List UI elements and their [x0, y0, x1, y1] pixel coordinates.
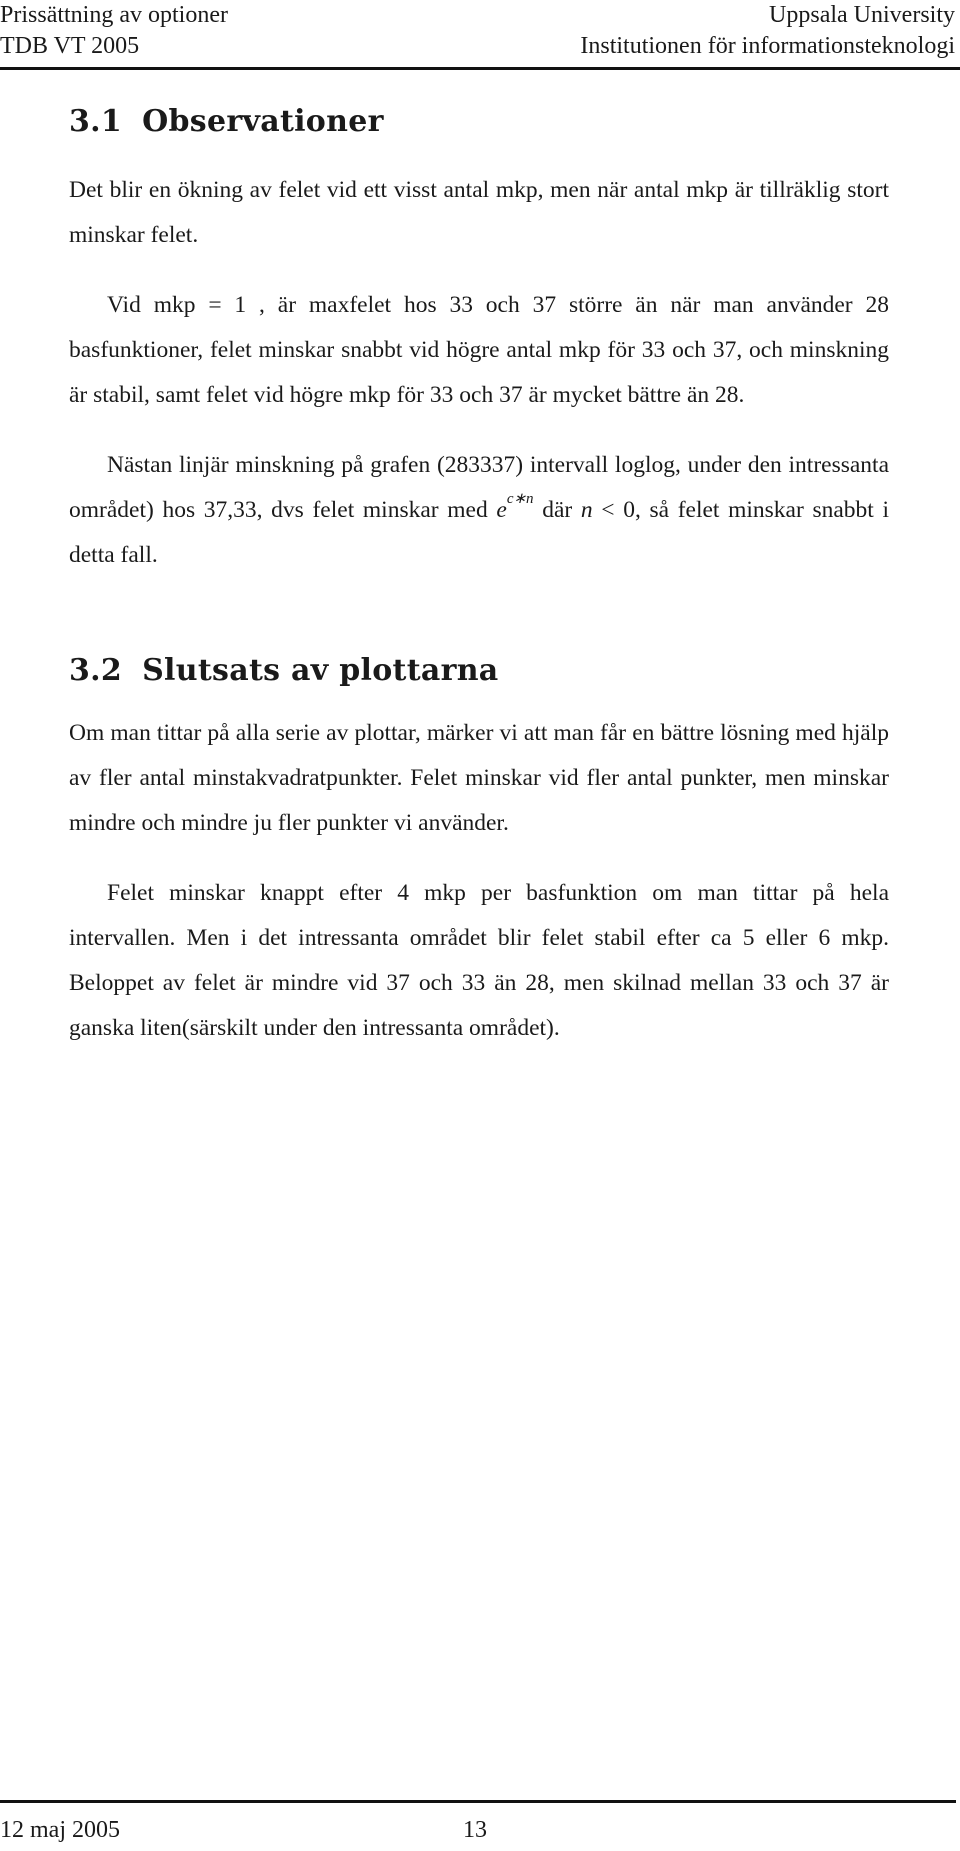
section-heading-observationer — [69, 102, 889, 142]
paragraph-text: < 0, så felet minskar snabbt i detta fall. — [69, 497, 890, 568]
footer-date: 12 maj 2005 — [0, 1817, 120, 1843]
footer-divider — [0, 1800, 956, 1803]
paragraph-with-formula — [69, 443, 889, 578]
paragraph: Vid mkp = 1 , är maxfelet hos 33 och 37 större än när man använder 28 basfunktioner, felet minskar snabbt vid högre antal mkp för 33 och 37, och minskning är stabil, samt felet vid högre mkp för 33 och 37 är mycket bättre än 28. — [69, 292, 889, 408]
page-number: 13 — [463, 1817, 487, 1843]
page-header-right — [580, 0, 955, 62]
page-body — [69, 100, 889, 1051]
section-number: 3.1 — [69, 104, 123, 139]
paragraph: Det blir en ökning av felet vid ett visst antal mkp, men när antal mkp är tillräklig stort minskar felet. — [69, 177, 889, 248]
header-divider — [0, 67, 960, 70]
header-document-title: Prissättning av optioner — [0, 2, 228, 28]
section-title: Slutsats av plottarna — [142, 653, 499, 688]
formula-base: e — [496, 497, 507, 523]
section-number: 3.2 — [69, 653, 123, 688]
header-department: Institutionen för informationsteknologi — [580, 33, 955, 59]
formula-variable: n — [580, 497, 593, 523]
paragraph: Om man tittar på alla serie av plottar, märker vi att man får en bättre lösning med hjälp av fler antal minstakvadratpunkter. Felet minskar vid fler antal punkter, men minskar mindre och mindre ju fler punkter vi använder. — [69, 720, 889, 836]
paragraph: Felet minskar knappt efter 4 mkp per basfunktion om man tittar på hela intervallen. Men i det intressanta området blir felet stabil efter ca 5 eller 6 mkp. Beloppet av felet är mindre vid 37 och 33 än 28, men skilnad mellan 33 och 37 är ganska liten(särskilt under den intressanta området). — [69, 880, 889, 1041]
page-header-left — [0, 0, 228, 62]
header-university: Uppsala University — [769, 2, 955, 28]
section-heading-slutsats — [69, 651, 889, 691]
paragraph-text: Nästan linjär minskning på grafen (283337) intervall loglog, under den intressanta området) hos 37,33, dvs felet minskar med — [69, 452, 889, 523]
formula-exponent: c∗n — [506, 491, 534, 507]
section-title: Observationer — [142, 104, 384, 139]
paragraph-text: där — [533, 497, 581, 523]
header-course-code: TDB VT 2005 — [0, 33, 140, 59]
